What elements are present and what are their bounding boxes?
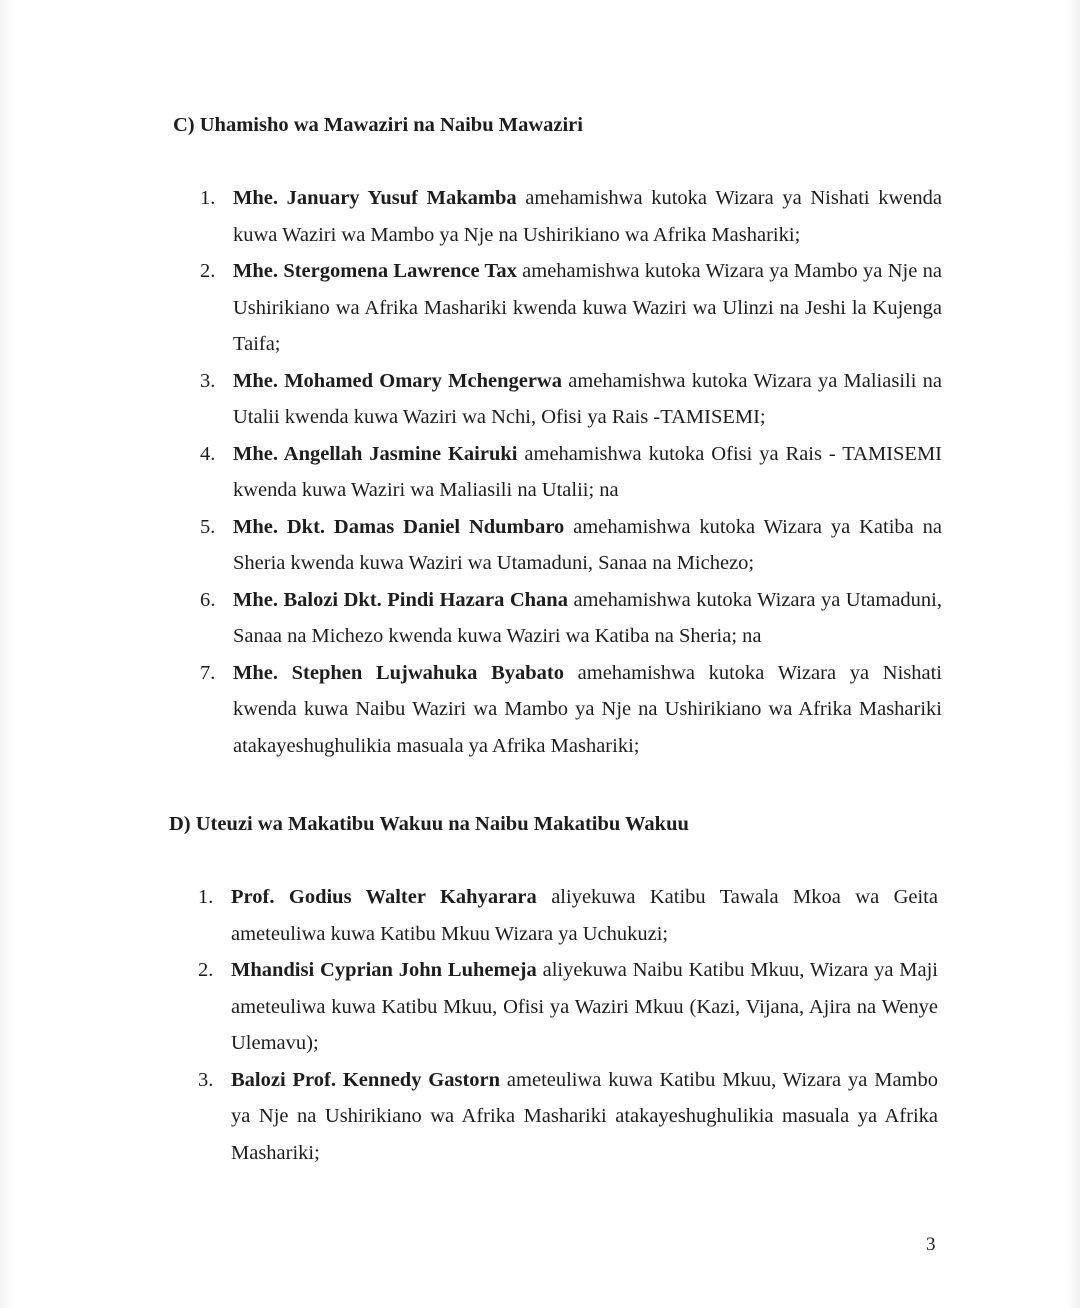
page-number: 3	[926, 1234, 936, 1255]
list-item	[194, 952, 938, 1062]
list-item	[196, 363, 942, 436]
item-text: amehamishwa kutoka Wizara ya Maliasili na Utalii kwenda kuwa Waziri wa Nchi, Ofisi ya Rais -TAMISEMI;	[233, 369, 942, 428]
person-name: Mhe. Angellah Jasmine Kairuki	[233, 442, 518, 465]
item-number: 6.	[200, 588, 216, 611]
person-name: Prof. Godius Walter Kahyarara	[231, 886, 537, 908]
list-item	[196, 253, 942, 363]
list-item	[196, 582, 942, 655]
person-name: Mhe. Balozi Dkt. Pindi Hazara Chana	[233, 588, 568, 611]
item-number: 4.	[200, 442, 216, 465]
item-text: amehamishwa kutoka Ofisi ya Rais - TAMISEMI kwenda kuwa Waziri wa Maliasili na Utalii; na	[233, 442, 942, 501]
item-number: 2.	[198, 959, 214, 981]
person-name: Mhe. Stephen Lujwahuka Byabato	[233, 661, 564, 684]
item-text: amehamishwa kutoka Wizara ya Nishati kwenda kuwa Waziri wa Mambo ya Nje na Ushirikiano wa Afrika Mashariki;	[233, 187, 943, 246]
list-item	[196, 180, 942, 253]
person-name: Mhe. January Yusuf Makamba	[233, 187, 517, 209]
item-text: amehamishwa kutoka Wizara ya Nishati kwenda kuwa Naibu Waziri wa Mambo ya Nje na Ushirikiano wa Afrika Mashariki atakayeshughulikia masuala ya Afrika Mashariki;	[233, 661, 942, 757]
person-name: Balozi Prof. Kennedy Gastorn	[231, 1068, 501, 1091]
item-number: 1.	[200, 187, 216, 209]
item-number: 3.	[200, 369, 216, 392]
item-text: amehamishwa kutoka Wizara ya Mambo ya Nje na Ushirikiano wa Afrika Mashariki kwenda kuwa Waziri wa Ulinzi na Jeshi la Kujenga Taifa;	[233, 260, 942, 355]
list-item	[196, 436, 942, 509]
person-name: Mhe. Stergomena Lawrence Tax	[233, 260, 517, 282]
item-text: aliyekuwa Katibu Tawala Mkoa wa Geita ameteuliwa kuwa Katibu Mkuu Wizara ya Uchukuzi;	[231, 886, 938, 945]
item-number: 7.	[200, 661, 216, 684]
list-item	[196, 509, 942, 582]
item-text: amehamishwa kutoka Wizara ya Utamaduni, Sanaa na Michezo kwenda kuwa Waziri wa Katiba na Sheria; na	[233, 588, 942, 647]
item-number: 2.	[200, 260, 216, 282]
person-name: Mhandisi Cyprian John Luhemeja	[231, 959, 537, 981]
item-number: 5.	[200, 515, 216, 538]
section-heading-c: C) Uhamisho wa Mawaziri na Naibu Mawaziri	[173, 114, 583, 136]
list-item	[194, 1062, 938, 1172]
person-name: Mhe. Mohamed Omary Mchengerwa	[233, 369, 562, 392]
transfer-list	[196, 180, 942, 764]
item-number: 3.	[198, 1068, 214, 1091]
section-heading-d: D) Uteuzi wa Makatibu Wakuu na Naibu Makatibu Wakuu	[169, 813, 689, 835]
item-text: ameteuliwa kuwa Katibu Mkuu, Wizara ya Mambo ya Nje na Ushirikiano wa Afrika Mashariki atakayeshughulikia masuala ya Afrika Mashariki;	[231, 1068, 938, 1164]
item-text: aliyekuwa Naibu Katibu Mkuu, Wizara ya Maji ameteuliwa kuwa Katibu Mkuu, Ofisi ya Waziri Mkuu (Kazi, Vijana, Ajira na Wenye Ulemavu);	[231, 959, 938, 1054]
item-text: amehamishwa kutoka Wizara ya Katiba na Sheria kwenda kuwa Waziri wa Utamaduni, Sanaa na Michezo;	[233, 515, 942, 574]
person-name: Mhe. Dkt. Damas Daniel Ndumbaro	[233, 515, 565, 538]
item-number: 1.	[198, 886, 214, 908]
list-item	[196, 655, 942, 765]
list-item	[194, 879, 938, 952]
appointment-list	[194, 879, 938, 1171]
